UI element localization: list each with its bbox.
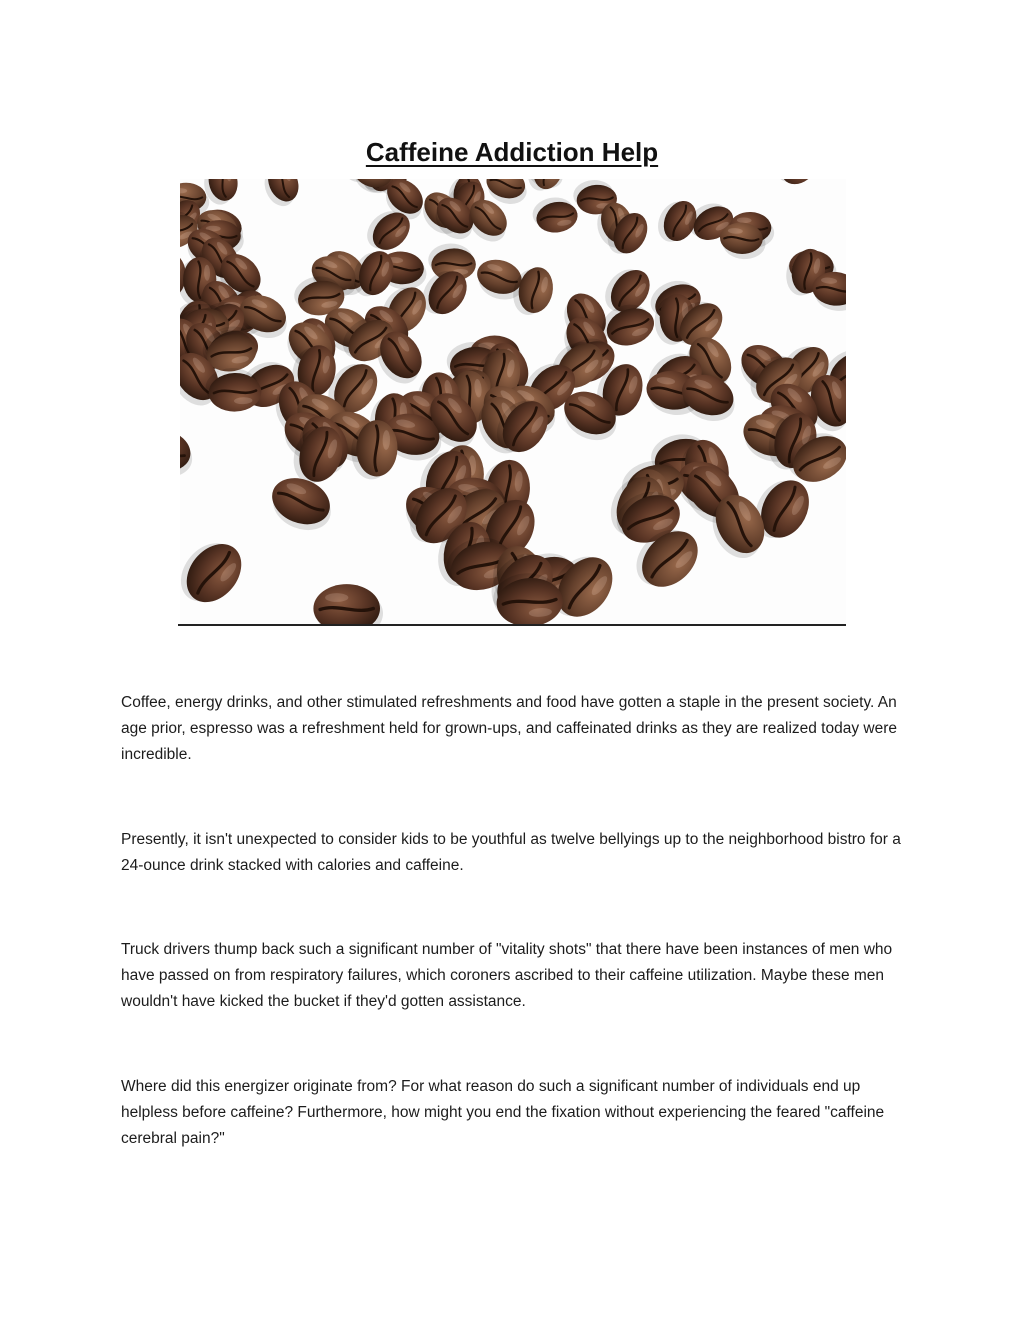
paragraph-1: Coffee, energy drinks, and other stimulated refreshments and food have gotten a staple in the present society. An age prior, espresso was a refreshment held for grown-ups, and caffeinated drinks as they are realized today were incredible. [121, 694, 897, 763]
coffee-bean-icon [313, 584, 383, 624]
coffee-bean-icon [180, 530, 253, 615]
coffee-bean-icon [530, 194, 580, 236]
coffee-bean-icon [258, 179, 305, 211]
coffee-beans-photo [180, 179, 846, 624]
image-divider [178, 624, 846, 626]
paragraph-2: Presently, it isn't unexpected to consider kids to be youthful as twelve bellyings up to the neighborhood bistro for a 24-ounce drink stacked with calories and caffeine. [121, 831, 901, 874]
coffee-bean-icon [180, 423, 198, 482]
paragraph-3: Truck drivers thump back such a significant number of "vitality shots" that there have been instances of men who have passed on from respiratory failures, which coroners ascribed to their caffeine utilization. Maybe these men wouldn't have kicked the bucket if they'd gotten assistance. [121, 941, 893, 1010]
coffee-bean-icon [770, 179, 823, 193]
paragraph-4: Where did this energizer originate from? For what reason do such a significant number of individuals end up helpless before caffeine? Furthermore, how might you end the fixation without experiencing the feared "caffeine cerebral pain?" [121, 1078, 885, 1147]
page-title: Caffeine Addiction Help [365, 137, 659, 168]
coffee-bean-icon [263, 470, 339, 539]
coffee-beans-illustration [180, 179, 846, 624]
